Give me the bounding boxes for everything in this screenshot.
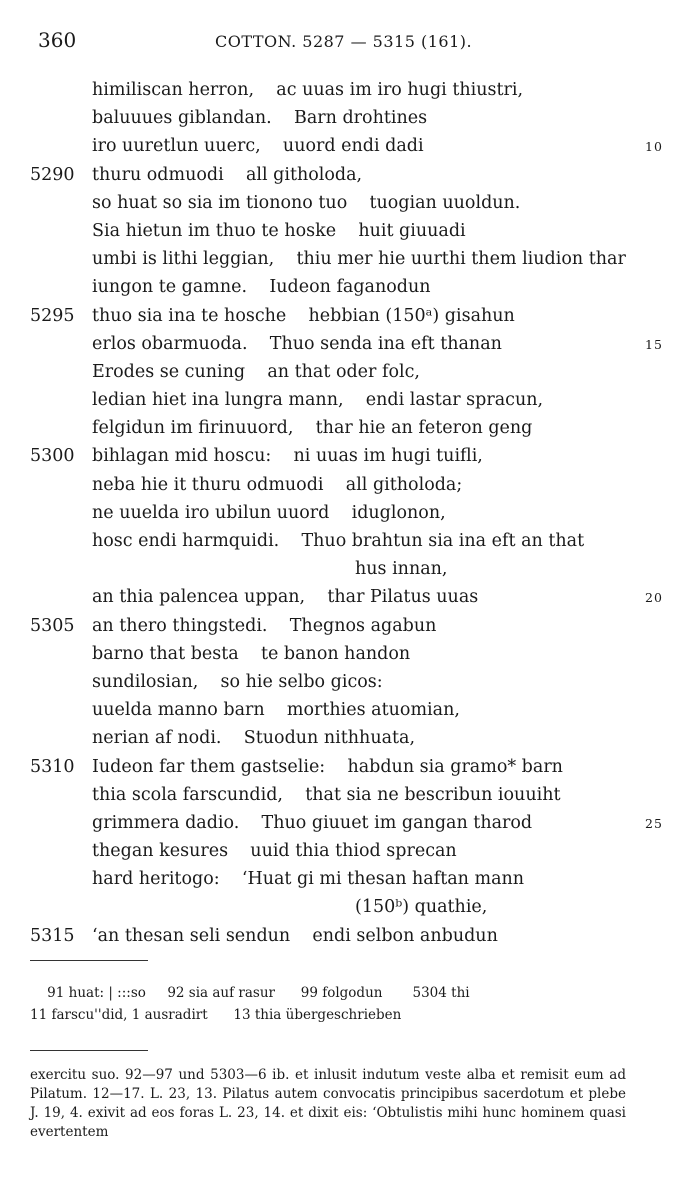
commentary-divider xyxy=(30,1050,148,1051)
verse-line xyxy=(0,104,687,132)
verse-number: 5315 xyxy=(30,925,75,946)
verse-line xyxy=(0,893,687,921)
verse-text: an thero thingstedi. Thegnos agabun xyxy=(92,615,437,636)
verse-line xyxy=(0,583,687,611)
poem-text xyxy=(0,76,687,950)
latin-commentary: exercitu suo. 92—97 und 5303—6 ib. et inlusit indutum veste alba et remisit eum ad Pilatum. 12—17. L. 23, 13. Pilatus autem convocatis principibus sacerdotum et plebe J. 19, 4. exivit ad eos foras L. 23, 14. et dixit eis: ‘Obtulistis mihi hunc hominem quasi evertentem xyxy=(30,1067,626,1140)
manuscript-line-number: 10 xyxy=(645,139,663,155)
manuscript-line-number: 15 xyxy=(645,336,663,352)
verse-text: umbi is lithi leggian, thiu mer hie uurthi them liudion thar xyxy=(92,249,626,270)
verse-text: bihlagan mid hoscu: ni uuas im hugi tuifli, xyxy=(92,446,483,467)
critical-apparatus xyxy=(30,982,630,1026)
verse-text: thegan kesures uuid thia thiod sprecan xyxy=(92,841,457,862)
verse-line xyxy=(0,837,687,865)
verse-line xyxy=(0,865,687,893)
verse-text: hus innan, xyxy=(355,559,448,580)
verse-number: 5300 xyxy=(30,446,75,467)
verse-line xyxy=(0,414,687,442)
verse-text: neba hie it thuru odmuodi all githoloda; xyxy=(92,474,463,495)
page-header xyxy=(0,28,687,58)
verse-line xyxy=(0,273,687,301)
verse-line xyxy=(0,612,687,640)
verse-text: himiliscan herron, ac uuas im iro hugi thiustri, xyxy=(92,80,524,100)
verse-line xyxy=(0,386,687,414)
verse-text: Iudeon far them gastselie: habdun sia gramo* barn xyxy=(92,756,563,777)
verse-line xyxy=(0,189,687,217)
verse-text: sundilosian, so hie selbo gicos: xyxy=(92,671,383,692)
verse-text: grimmera dadio. Thuo giuuet im gangan tharod xyxy=(92,812,533,833)
verse-text: nerian af nodi. Stuodun nithhuata, xyxy=(92,728,416,749)
verse-number: 5290 xyxy=(30,164,75,185)
verse-line xyxy=(0,76,687,104)
verse-line xyxy=(0,302,687,330)
verse-text: hard heritogo: ‘Huat gi mi thesan haftan mann xyxy=(92,869,525,890)
verse-line xyxy=(0,809,687,837)
verse-text: felgidun im firinuuord, thar hie an feteron geng xyxy=(92,418,533,439)
verse-text: an thia palencea uppan, thar Pilatus uuas xyxy=(92,587,479,608)
verse-line xyxy=(0,527,687,555)
verse-text: thuru odmuodi all githoloda, xyxy=(92,164,363,185)
verse-line xyxy=(0,217,687,245)
manuscript-line-number: 20 xyxy=(645,590,663,606)
apparatus-line: 91 huat: | :::so 92 sia auf rasur 99 folgodun 5304 thi xyxy=(30,985,470,1001)
verse-text: (150ᵇ) quathie, xyxy=(355,897,488,918)
verse-text: thia scola farscundid, that sia ne bescribun iouuiht xyxy=(92,784,561,805)
apparatus-line: 11 farscu''did, 1 ausradirt 13 thia übergeschrieben xyxy=(30,1007,402,1023)
verse-line xyxy=(0,330,687,358)
verse-line xyxy=(0,640,687,668)
verse-line xyxy=(0,132,687,160)
verse-text: barno that besta te banon handon xyxy=(92,643,411,664)
verse-text: Sia hietun im thuo te hoske huit giuuadi xyxy=(92,220,466,241)
verse-text: thuo sia ina te hosche hebbian (150ᵃ) gisahun xyxy=(92,305,515,326)
verse-number: 5295 xyxy=(30,305,75,326)
verse-text: erlos obarmuoda. Thuo senda ina eft thanan xyxy=(92,333,502,354)
verse-text: ‘an thesan seli sendun endi selbon anbudun xyxy=(92,925,498,946)
footnote-divider xyxy=(30,960,148,961)
verse-line xyxy=(0,245,687,273)
verse-number: 5310 xyxy=(30,756,75,777)
verse-line xyxy=(0,499,687,527)
verse-text: hosc endi harmquidi. Thuo brahtun sia ina eft an that xyxy=(92,531,585,551)
verse-line xyxy=(0,442,687,470)
verse-text: uuelda manno barn morthies atuomian, xyxy=(92,700,460,721)
verse-number: 5305 xyxy=(30,615,75,636)
verse-line xyxy=(0,471,687,499)
verse-line xyxy=(0,358,687,386)
verse-text: iungon te gamne. Iudeon faganodun xyxy=(92,277,431,298)
verse-text: ledian hiet ina lungra mann, endi lastar spracun, xyxy=(92,390,544,411)
verse-line xyxy=(0,724,687,752)
verse-line xyxy=(0,696,687,724)
verse-line xyxy=(0,781,687,809)
verse-text: ne uuelda iro ubilun uuord iduglonon, xyxy=(92,502,446,523)
verse-line xyxy=(0,161,687,189)
verse-line xyxy=(0,753,687,781)
page-number: 360 xyxy=(38,28,77,52)
running-title: COTTON. 5287 — 5315 (161). xyxy=(215,32,473,51)
verse-line xyxy=(0,922,687,950)
verse-text: Erodes se cuning an that oder folc, xyxy=(92,361,420,382)
verse-text: so huat so sia im tionono tuo tuogian uuoldun. xyxy=(92,192,521,213)
manuscript-line-number: 25 xyxy=(645,815,663,831)
verse-text: iro uuretlun uuerc, uuord endi dadi xyxy=(92,136,424,157)
verse-text: baluuues giblandan. Barn drohtines xyxy=(92,108,428,129)
verse-line xyxy=(0,668,687,696)
verse-line xyxy=(0,555,687,583)
